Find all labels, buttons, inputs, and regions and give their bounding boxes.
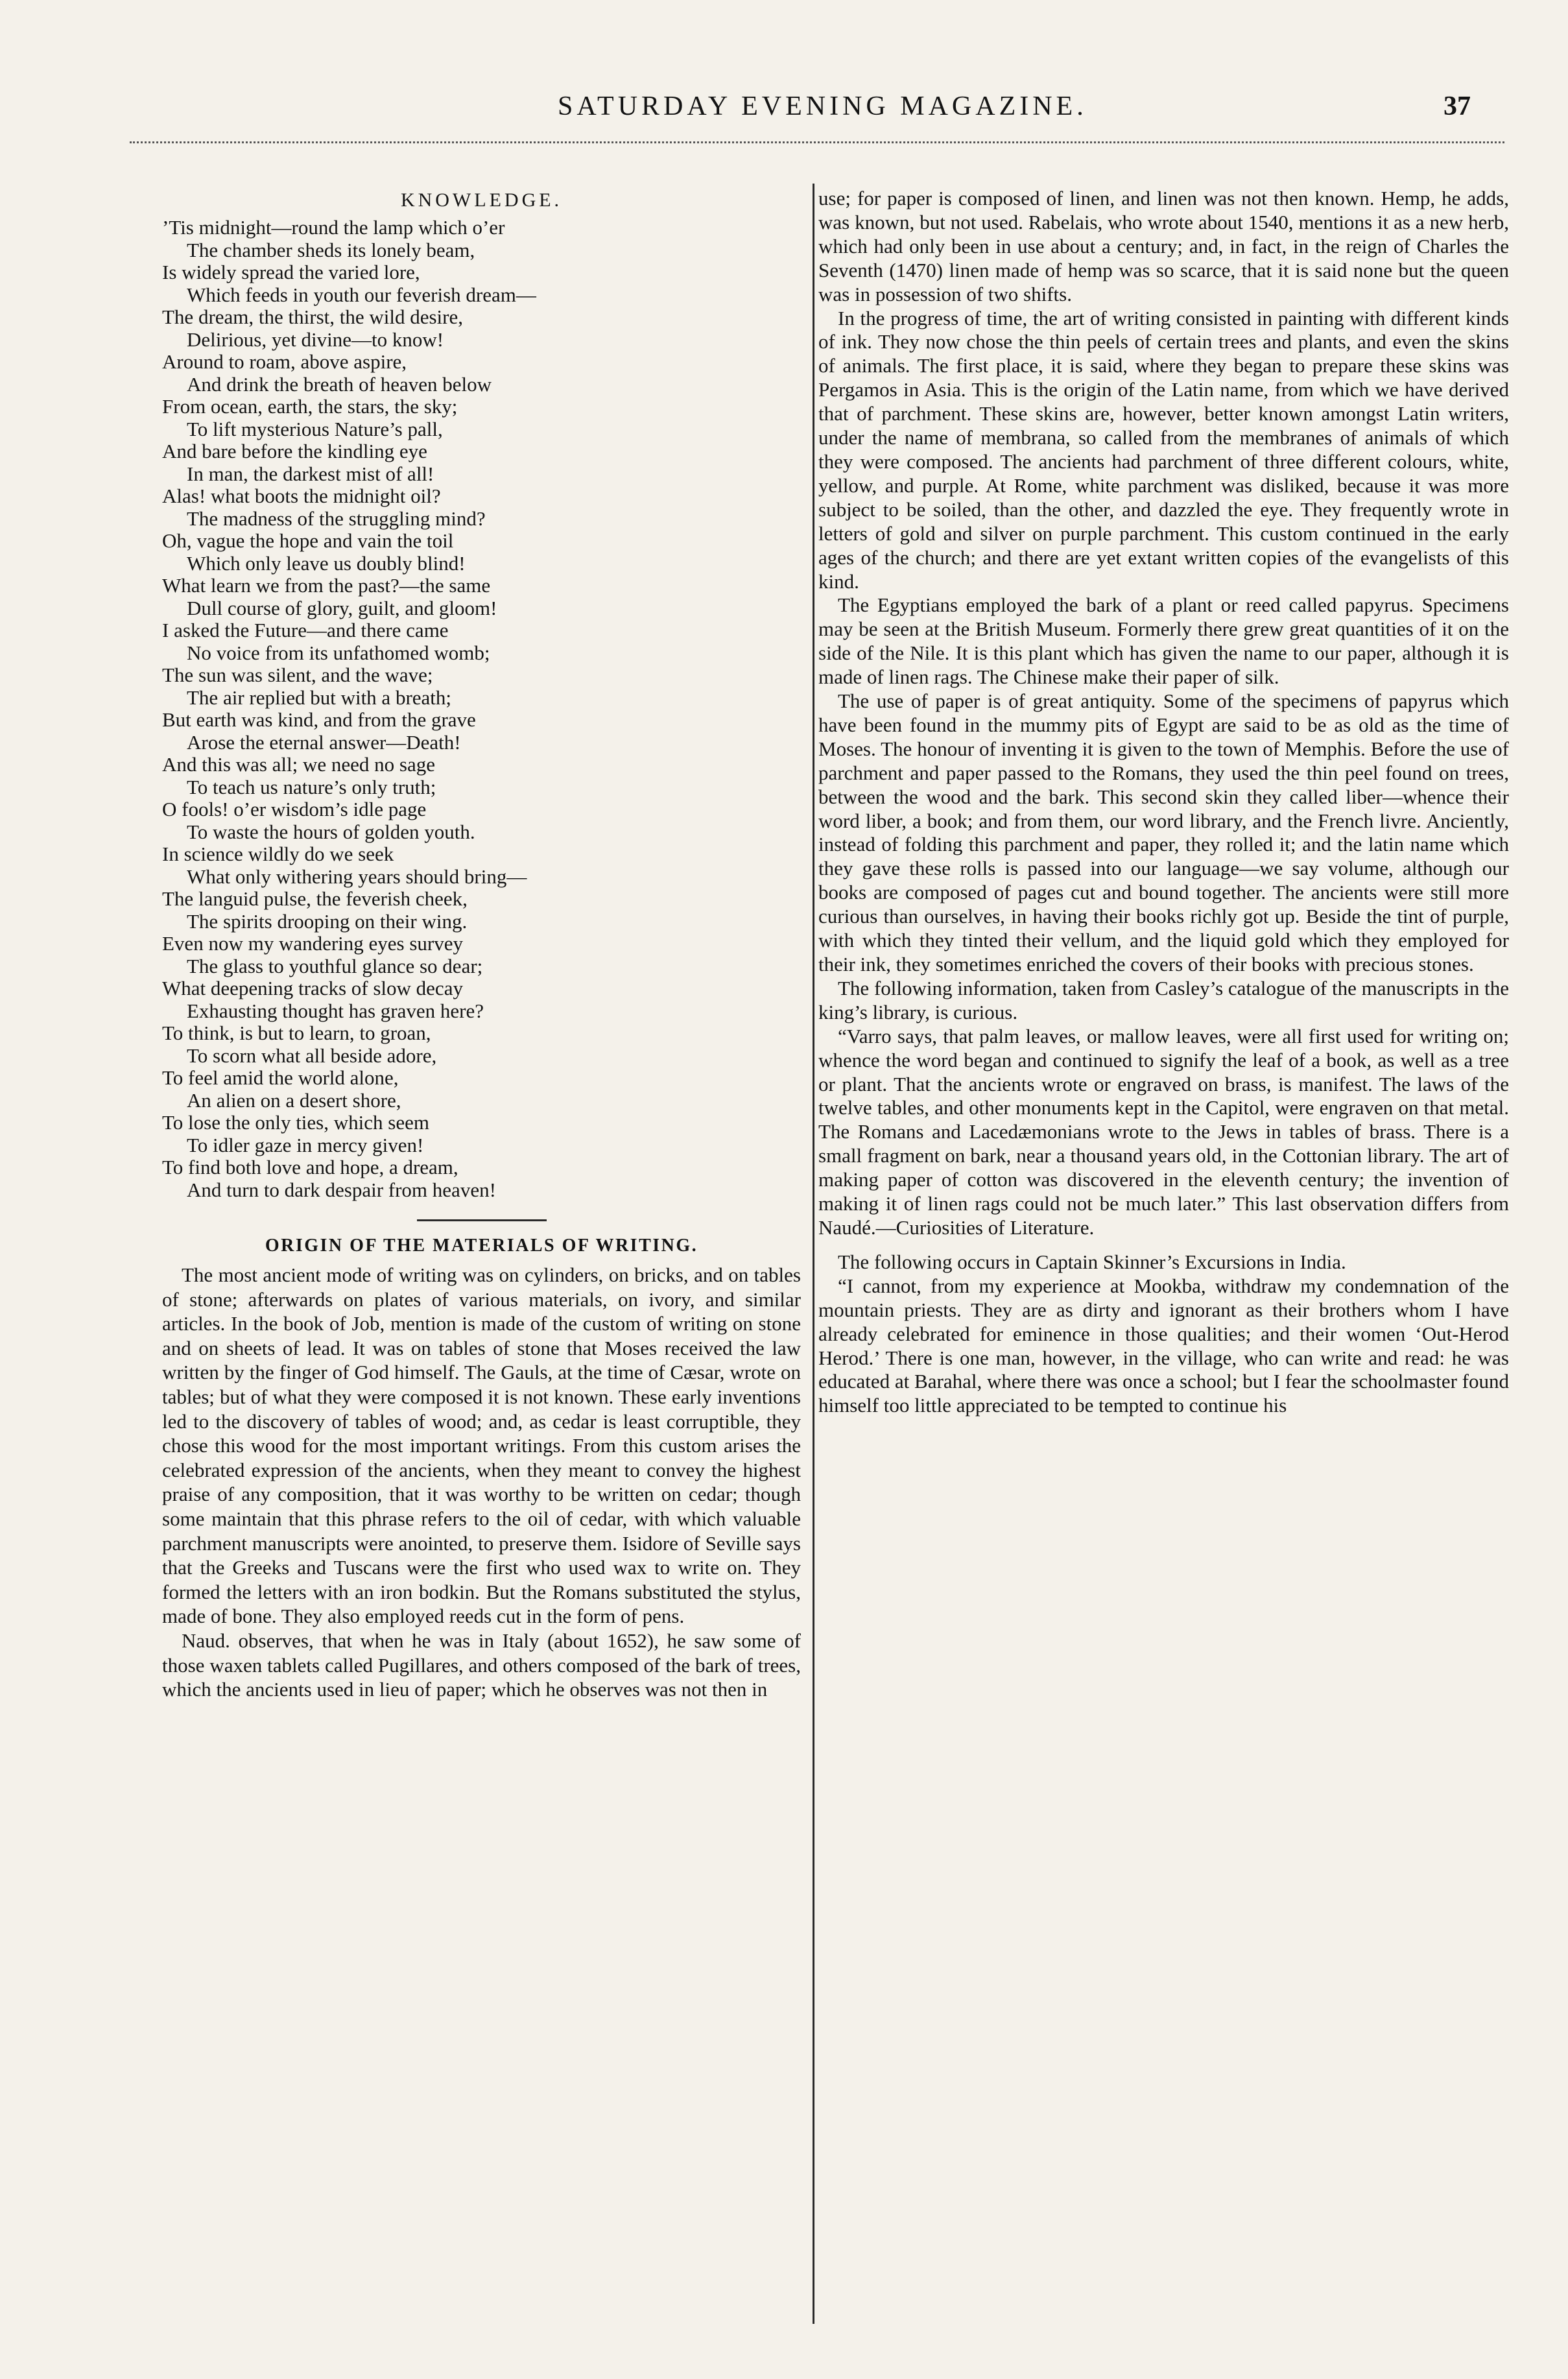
poem-line: The dream, the thirst, the wild desire,: [162, 305, 464, 328]
poem-line: The sun was silent, and the wave;: [162, 663, 433, 686]
article-paragraph: “Varro says, that palm leaves, or mallow leaves, were all first used for writing on; whence the word began and continued to signify the leaf of a book, as well as a tree or plant. That the ancients wrote or engraved on brass, is manifest. The laws of the twelve tables, and other monuments kept in the Capitol, were engraven on that metal. The Romans and Lacedæmonians wrote to the Jews in tables of brass. There is a small fragment on bark, near a thousand years old, in the Cottonian library. The art of making paper of cotton was discovered in the eleventh century; the invention of making it of linen rags could not be much later.” This last observation differs from Naudé.—Curiosities of Literature.: [818, 1024, 1509, 1239]
poem-line: The madness of the struggling mind?: [187, 507, 486, 530]
section-separator: [417, 1219, 547, 1221]
poem-line: An alien on a desert shore,: [187, 1088, 401, 1112]
poem-line: O fools! o’er wisdom’s idle page: [162, 798, 427, 820]
poem-line: No voice from its unfathomed womb;: [187, 641, 490, 664]
poem-line: In man, the darkest mist of all!: [187, 462, 434, 485]
poem-line: What only withering years should bring—: [187, 865, 527, 888]
excerpt-paragraph: “I cannot, from my experience at Mookba, withdraw my condemnation of the mountain priests. They are as dirty and ignorant as their brothers whom I have already celebrated for eminence in those qualities; and their women ‘Out-Herod Herod.’ There is one man, however, in the village, who can write and read: he was educated at Barahal, where there was once a school; but I fear the schoolmaster found himself too little appreciated to be tempted to continue his: [818, 1274, 1509, 1417]
poem-line: To feel amid the world alone,: [162, 1066, 399, 1089]
article-right-text: [818, 187, 1509, 1240]
poem-line: Is widely spread the varied lore,: [162, 261, 420, 283]
poem-line: To teach us nature’s only truth;: [187, 775, 436, 798]
poem-line: ’Tis midnight—round the lamp which o’er: [162, 216, 505, 239]
article-paragraph: Naud. observes, that when he was in Italy (about 1652), he saw some of those waxen tablets called Pugillares, and others composed of the bark of trees, which the ancients used in lieu of paper; which he observes was not then in: [162, 1629, 801, 1701]
poem-line: From ocean, earth, the stars, the sky;: [162, 395, 458, 418]
poem-line: To waste the hours of golden youth.: [187, 820, 475, 843]
left-column: [162, 187, 801, 1702]
poem-line: Alas! what boots the midnight oil?: [162, 484, 441, 507]
poem-line: Which feeds in youth our feverish dream—: [187, 283, 536, 306]
poem-line: What learn we from the past?—the same: [162, 574, 491, 597]
article-paragraph: The most ancient mode of writing was on cylinders, on bricks, and on tables of stone; afterwards on plates of various materials, on ivory, and similar articles. In the book of Job, mention is made of the custom of writing on stone and on sheets of lead. It was on tables of stone that Moses received the law written by the finger of God himself. The Gauls, at the time of Cæsar, wrote on tables; but of what they were composed it is not known. These early inventions led to the discovery of tables of wood; and, as cedar is least corruptible, they chose this wood for the most important writings. From this custom arises the celebrated expression of the ancients, when they meant to convey the highest praise of any composition, that it was worthy to be written on cedar; though some maintain that this phrase refers to the oil of cedar, with which valuable parchment manuscripts were anointed, to preserve them. Isidore of Seville says that the Greeks and Tuscans were the first who used wax to write on. They formed the letters with an iron bodkin. But the Romans substituted the stylus, made of bone. They also employed reeds cut in the form of pens.: [162, 1263, 801, 1628]
poem-line: The chamber sheds its lonely beam,: [187, 238, 475, 261]
poem-line: And bare before the kindling eye: [162, 440, 427, 462]
poem-line: Exhausting thought has graven here?: [187, 999, 484, 1022]
right-column: [818, 187, 1509, 1418]
poem-line: Arose the eternal answer—Death!: [187, 730, 461, 754]
poem-line: Which only leave us doubly blind!: [187, 551, 466, 575]
excerpt-paragraph: The following occurs in Captain Skinner’s Excursions in India.: [838, 1250, 1346, 1273]
poem-line: The languid pulse, the feverish cheek,: [162, 887, 468, 910]
poem-line: The air replied but with a breath;: [187, 686, 452, 709]
poem-line: Around to roam, above aspire,: [162, 350, 407, 373]
poem-line: To lose the only ties, which seem: [162, 1111, 429, 1134]
article-left-text: [162, 1263, 801, 1702]
article-paragraph: use; for paper is composed of linen, and linen was not then known. Hemp, he adds, was known, but not used. Rabelais, who wrote about 1540, mentions it as a new herb, which had only been in use about a century; and, in fact, in the reign of Charles the Seventh (1470) linen made of hemp was so scarce, that it is said none but the queen was in possession of two shifts.: [818, 187, 1509, 305]
page-number: 37: [1443, 91, 1471, 121]
poem-line: And drink the breath of heaven below: [187, 372, 492, 396]
page-header: [0, 91, 1568, 130]
poem-line: The glass to youthful glance so dear;: [187, 954, 483, 977]
article-paragraph: The following information, taken from Casley’s catalogue of the manuscripts in the king’s library, is curious.: [818, 976, 1509, 1023]
poem-line: But earth was kind, and from the grave: [162, 708, 476, 731]
poem-line: To find both love and hope, a dream,: [162, 1156, 458, 1178]
poem-line: To lift mysterious Nature’s pall,: [187, 417, 443, 440]
article-paragraph: The use of paper is of great antiquity. Some of the specimens of papyrus which have been found in the mummy pits of Egypt are said to be as old as the time of Moses. The honour of inventing it is given to the town of Memphis. Before the use of parchment and paper passed to the Romans, they used the thin peel found on trees, between the wood and the bark. This second skin they called liber—whence their word liber, a book; and from them, our word library, and the French livre. Anciently, instead of folding this parchment and paper, they rolled it; and the latin name which they gave these rolls is passed into our language—we say volume, although our books are composed of pages cut and bound together. The ancients were still more curious than ourselves, in having their books richly got up. Beside the tint of purple, with which they tinted their vellum, and the liquid gold which they employed for their ink, they sometimes enriched the covers of their books with precious stones.: [818, 689, 1509, 975]
article-paragraph: The Egyptians employed the bark of a plant or reed called papyrus. Specimens may be seen at the British Museum. Formerly there grew great quantities of it on the side of the Nile. It is this plant which has given the name to our paper, although it is made of linen rags. The Chinese make their paper of silk.: [818, 593, 1509, 689]
article-title: ORIGIN OF THE MATERIALS OF WRITING.: [265, 1236, 698, 1256]
poem-line: What deepening tracks of slow decay: [162, 977, 463, 999]
magazine-title: SATURDAY EVENING MAGAZINE.: [558, 91, 1087, 121]
poem-line: I asked the Future—and there came: [162, 619, 449, 641]
poem-title: KNOWLEDGE.: [400, 189, 563, 211]
skinner-excerpt: [818, 1250, 1509, 1418]
poem-body: [162, 217, 801, 1201]
article-paragraph: In the progress of time, the art of writing consisted in painting with different kinds of ink. They now chose the thin peels of certain trees and plants, and even the skins of animals. The first place, it is said, where they began to prepare these skins was Pergamos in Asia. This is the origin of the Latin name, from which we have derived that of parchment. These skins are, however, better known amongst Latin writers, under the name of membrana, so called from the membranes of animals of which they were composed. The ancients had parchment of three different colours, white, yellow, and purple. At Rome, white parchment was disliked, because it was more subject to be soiled, than the other, and dazzled the eye. They frequently wrote in letters of gold and silver on purple parchment. This custom continued in the early ages of the church; and there are yet extant written copies of the evangelists of this kind.: [818, 306, 1509, 593]
poem-line: Dull course of glory, guilt, and gloom!: [187, 596, 497, 619]
poem-line: Delirious, yet divine—to know!: [187, 328, 444, 351]
poem-line: Oh, vague the hope and vain the toil: [162, 529, 454, 552]
poem-line: To think, is but to learn, to groan,: [162, 1022, 431, 1044]
column-divider: [813, 184, 814, 2324]
poem-line: To idler gaze in mercy given!: [187, 1133, 424, 1156]
poem-line: And this was all; we need no sage: [162, 753, 435, 776]
poem-line: In science wildly do we seek: [162, 843, 394, 865]
poem-line: Even now my wandering eyes survey: [162, 932, 464, 955]
poem-line: To scorn what all beside adore,: [187, 1044, 437, 1067]
header-rule: [130, 141, 1504, 143]
poem-line: The spirits drooping on their wing.: [187, 909, 468, 933]
poem-line: And turn to dark despair from heaven!: [187, 1178, 496, 1201]
